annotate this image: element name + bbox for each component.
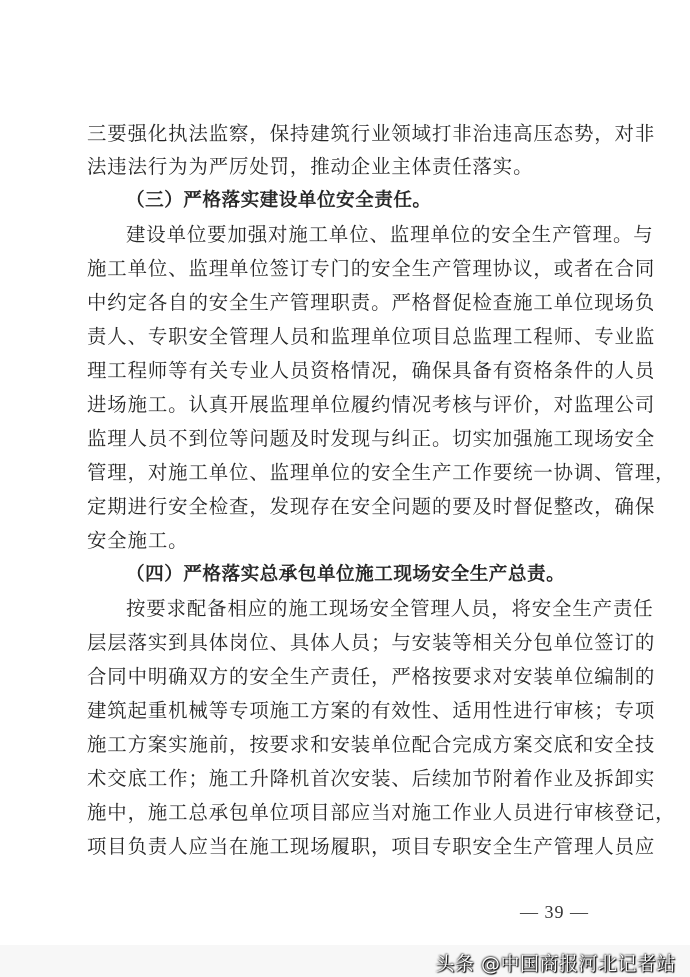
section-heading: （四）严格落实总承包单位施工现场安全生产总责。 — [126, 564, 566, 585]
body-text-line: 法违法行为为严厉处罚，推动企业主体责任落实。 — [87, 155, 534, 178]
body-text-line: 进场施工。认真开展监理单位履约情况考核与评价，对监理公司 — [87, 393, 656, 416]
body-text-line: 项目负责人应当在施工现场履职，项目专职安全生产管理人员应 — [87, 835, 656, 858]
body-text-line: 中约定各自的安全生产管理职责。严格督促检查施工单位现场负 — [87, 291, 656, 314]
watermark-bar — [0, 945, 690, 977]
body-text-line: 施工方案实施前，按要求和安装单位配合完成方案交底和安全技 — [87, 733, 656, 756]
body-text-line: 建筑起重机械等专项施工方案的有效性、适用性进行审核；专项 — [87, 699, 656, 722]
section-heading: （三）严格落实建设单位安全责任。 — [126, 190, 432, 211]
body-text-line: 管理，对施工单位、监理单位的安全生产工作要统一协调、管理， — [87, 461, 676, 484]
body-text-line: 施中，施工总承包单位项目部应当对施工作业人员进行审核登记， — [87, 801, 676, 824]
body-text-line: 层层落实到具体岗位、具体人员；与安装等相关分包单位签订的 — [87, 631, 656, 654]
body-text-line: 三要强化执法监察，保持建筑行业领域打非治违高压态势，对非 — [87, 122, 656, 145]
body-text-line: 合同中明确双方的安全生产责任，严格按要求对安装单位编制的 — [87, 665, 656, 688]
body-text-line: 责人、专职安全管理人员和监理单位项目总监理工程师、专业监 — [87, 325, 656, 348]
page-number: — 39 — — [520, 902, 589, 922]
body-text-line: 施工单位、监理单位签订专门的安全生产管理协议，或者在合同 — [87, 257, 656, 280]
body-text-line: 安全施工。 — [87, 529, 189, 552]
body-text-line: 建设单位要加强对施工单位、监理单位的安全生产管理。与 — [126, 223, 654, 246]
body-text-line: 术交底工作；施工升降机首次安装、后续加节附着作业及拆卸实 — [87, 767, 656, 790]
body-text-line: 按要求配备相应的施工现场安全管理人员，将安全生产责任 — [126, 597, 654, 620]
body-text-line: 监理人员不到位等问题及时发现与纠正。切实加强施工现场安全 — [87, 427, 656, 450]
watermark-text: 头条 @中国商报河北记者站 — [435, 953, 676, 975]
body-text-line: 定期进行安全检查，发现存在安全问题的要及时督促整改，确保 — [87, 495, 656, 518]
body-text-line: 理工程师等有关专业人员资格情况，确保具备有资格条件的人员 — [87, 359, 656, 382]
